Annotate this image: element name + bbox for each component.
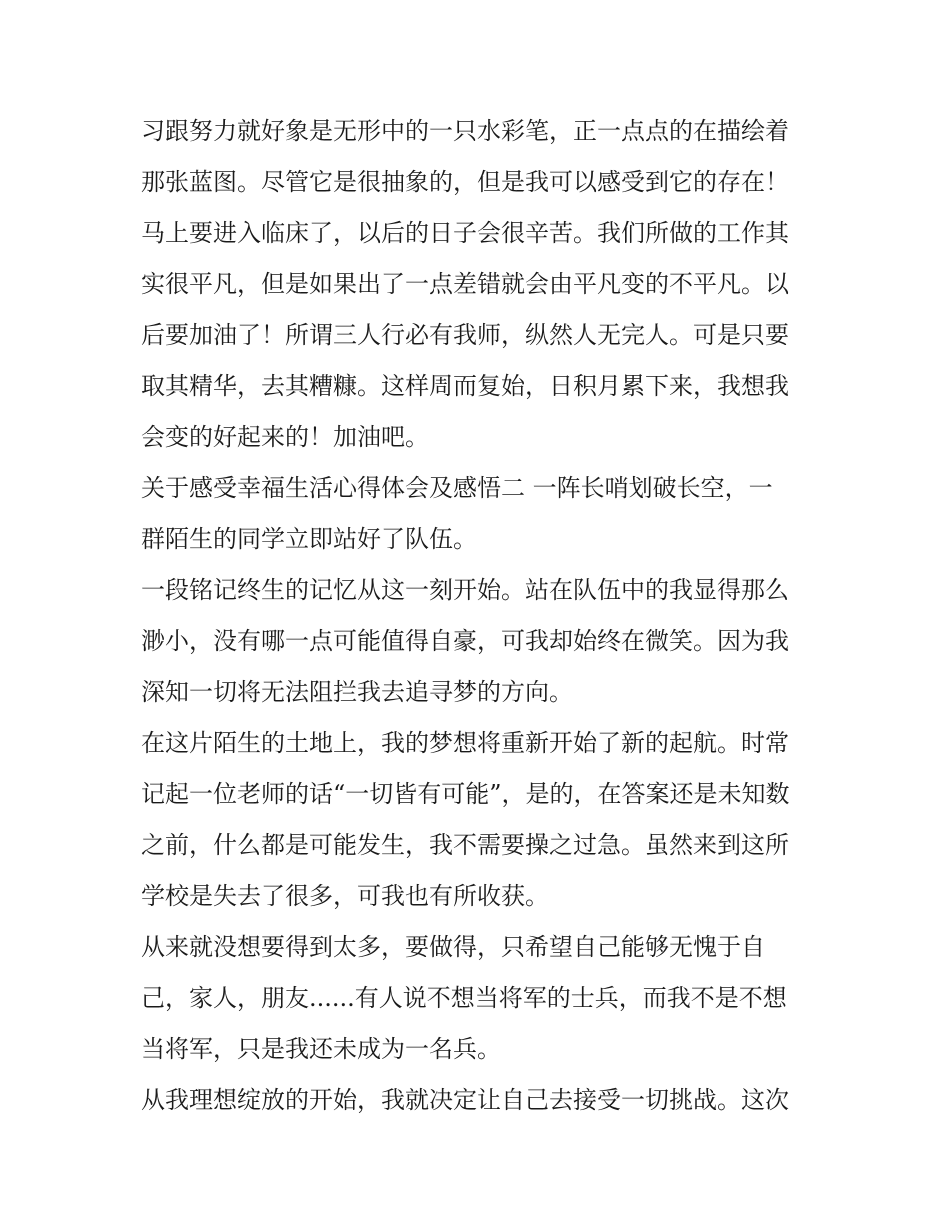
text-line: 群陌生的同学立即站好了队伍。 <box>141 525 477 553</box>
text-line: 习跟努力就好象是无形中的一只水彩笔，正一点点的在描绘着 <box>141 117 789 145</box>
text-line: 后要加油了！所谓三人行必有我师，纵然人无完人。可是只要 <box>141 321 789 349</box>
text-line: 之前，什么都是可能发生，我不需要操之过急。虽然来到这所 <box>141 831 789 859</box>
section-heading-line: 关于感受幸福生活心得体会及感悟二 一阵长哨划破长空，一 <box>141 474 773 502</box>
text-line: 取其精华，去其糟糠。这样周而复始，日积月累下来，我想我 <box>141 372 789 400</box>
text-line: 一段铭记终生的记忆从这一刻开始。站在队伍中的我显得那么 <box>141 576 789 604</box>
text-line: 那张蓝图。尽管它是很抽象的，但是我可以感受到它的存在！ <box>141 168 789 196</box>
text-line: 学校是失去了很多，可我也有所收获。 <box>141 882 549 910</box>
text-line: 马上要进入临床了，以后的日子会很辛苦。我们所做的工作其 <box>141 219 789 247</box>
text-line: 深知一切将无法阻拦我去追寻梦的方向。 <box>141 678 573 706</box>
text-line: 在这片陌生的土地上，我的梦想将重新开始了新的起航。时常 <box>141 729 789 757</box>
document-body <box>141 106 821 1126</box>
text-line: 渺小，没有哪一点可能值得自豪，可我却始终在微笑。因为我 <box>141 627 789 655</box>
text-line: 实很平凡，但是如果出了一点差错就会由平凡变的不平凡。以 <box>141 270 789 298</box>
text-line: 当将军，只是我还未成为一名兵。 <box>141 1035 501 1063</box>
text-line: 从我理想绽放的开始，我就决定让自己去接受一切挑战。这次 <box>141 1086 789 1114</box>
text-line: 己，家人，朋友......有人说不想当将军的士兵，而我不是不想 <box>141 984 787 1012</box>
text-line: 会变的好起来的！加油吧。 <box>141 423 429 451</box>
text-line: 从来就没想要得到太多，要做得，只希望自己能够无愧于自 <box>141 933 765 961</box>
text-line: 记起一位老师的话“一切皆有可能”，是的，在答案还是未知数 <box>141 780 790 808</box>
